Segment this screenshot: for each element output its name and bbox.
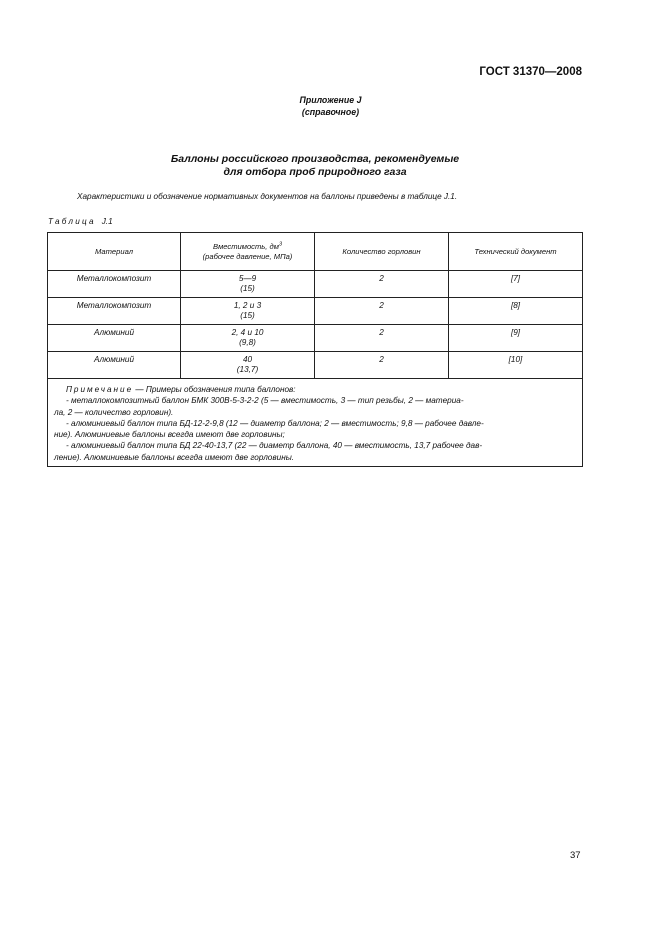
table-row	[48, 325, 583, 352]
cell-capacity	[181, 325, 315, 352]
note-label: Примечание	[66, 385, 134, 394]
cell-document: [8]	[449, 298, 583, 325]
table-row	[48, 298, 583, 325]
note-line: - алюминиевый баллон типа БД 22-40-13,7 (22 — диаметр баллона, 40 — вместимость, 13,7 рабочее дав-	[66, 441, 483, 451]
cylinders-table	[47, 232, 583, 467]
intro-paragraph: Характеристики и обозначение нормативных документов на баллоны приведены в таблице J.1.	[77, 192, 458, 201]
table-note	[48, 379, 583, 467]
table-caption	[48, 217, 113, 226]
header-necks: Количество горловин	[315, 233, 449, 271]
header-capacity	[181, 233, 315, 271]
cell-necks: 2	[315, 325, 449, 352]
cell-necks: 2	[315, 298, 449, 325]
note-line: ние). Алюминиевые баллоны всегда имеют две горловины;	[54, 430, 285, 440]
table-caption-word: Таблица	[48, 217, 96, 226]
header-capacity-sup: 3	[278, 240, 282, 247]
annex-status: (справочное)	[301, 107, 360, 117]
cell-necks: 2	[315, 271, 449, 298]
cell-material: Металлокомпозит	[48, 298, 181, 325]
table-note-row	[48, 379, 583, 467]
note-line: - металлокомпозитный баллон БМК 300В-5-3-2-2 (5 — вместимость, 3 — тип резьбы, 2 — материа-	[66, 396, 464, 406]
cell-material: Алюминий	[48, 352, 181, 379]
cell-capacity	[181, 352, 315, 379]
pressure-value: (9,8)	[239, 338, 256, 347]
header-material: Материал	[48, 233, 181, 271]
header-capacity-line2: (рабочее давление, МПа)	[202, 251, 293, 261]
page-number: 37	[570, 850, 581, 861]
cell-capacity	[181, 298, 315, 325]
note-line: ла, 2 — количество горловин).	[54, 407, 174, 417]
cell-document: [10]	[449, 352, 583, 379]
cell-document: [9]	[449, 325, 583, 352]
header-document: Технический документ	[449, 233, 583, 271]
pressure-value: (15)	[240, 284, 255, 293]
table-row	[48, 271, 583, 298]
note-heading	[54, 384, 568, 395]
table-caption-number: J.1	[101, 217, 113, 226]
header-capacity-line1: Вместимость, дм	[213, 241, 279, 251]
pressure-value: (13,7)	[236, 365, 259, 374]
cell-capacity	[181, 271, 315, 298]
note-intro: — Примеры обозначения типа баллонов:	[133, 385, 296, 394]
section-title-line-1: Баллоны российского производства, рекомендуемые	[170, 153, 460, 165]
section-title-line-2: для отбора проб природного газа	[223, 166, 407, 178]
capacity-value: 2, 4 и 10	[231, 328, 264, 337]
document-code: ГОСТ 31370—2008	[479, 66, 582, 78]
table-row	[48, 352, 583, 379]
cell-material: Металлокомпозит	[48, 271, 181, 298]
annex-title: Приложение J	[299, 95, 362, 105]
capacity-value: 40	[242, 355, 253, 364]
pressure-value: (15)	[240, 311, 255, 320]
table-header-row	[48, 233, 583, 271]
cell-material: Алюминий	[48, 325, 181, 352]
cell-document: [7]	[449, 271, 583, 298]
note-line: ление). Алюминиевые баллоны всегда имеют две горловины.	[54, 452, 294, 462]
cell-necks: 2	[315, 352, 449, 379]
capacity-value: 1, 2 и 3	[233, 301, 262, 310]
note-line: - алюминиевый баллон типа БД-12-2-9,8 (12 — диаметр баллона; 2 — вместимость; 9,8 — рабочее давле-	[66, 418, 484, 428]
capacity-value: 5—9	[238, 274, 257, 283]
